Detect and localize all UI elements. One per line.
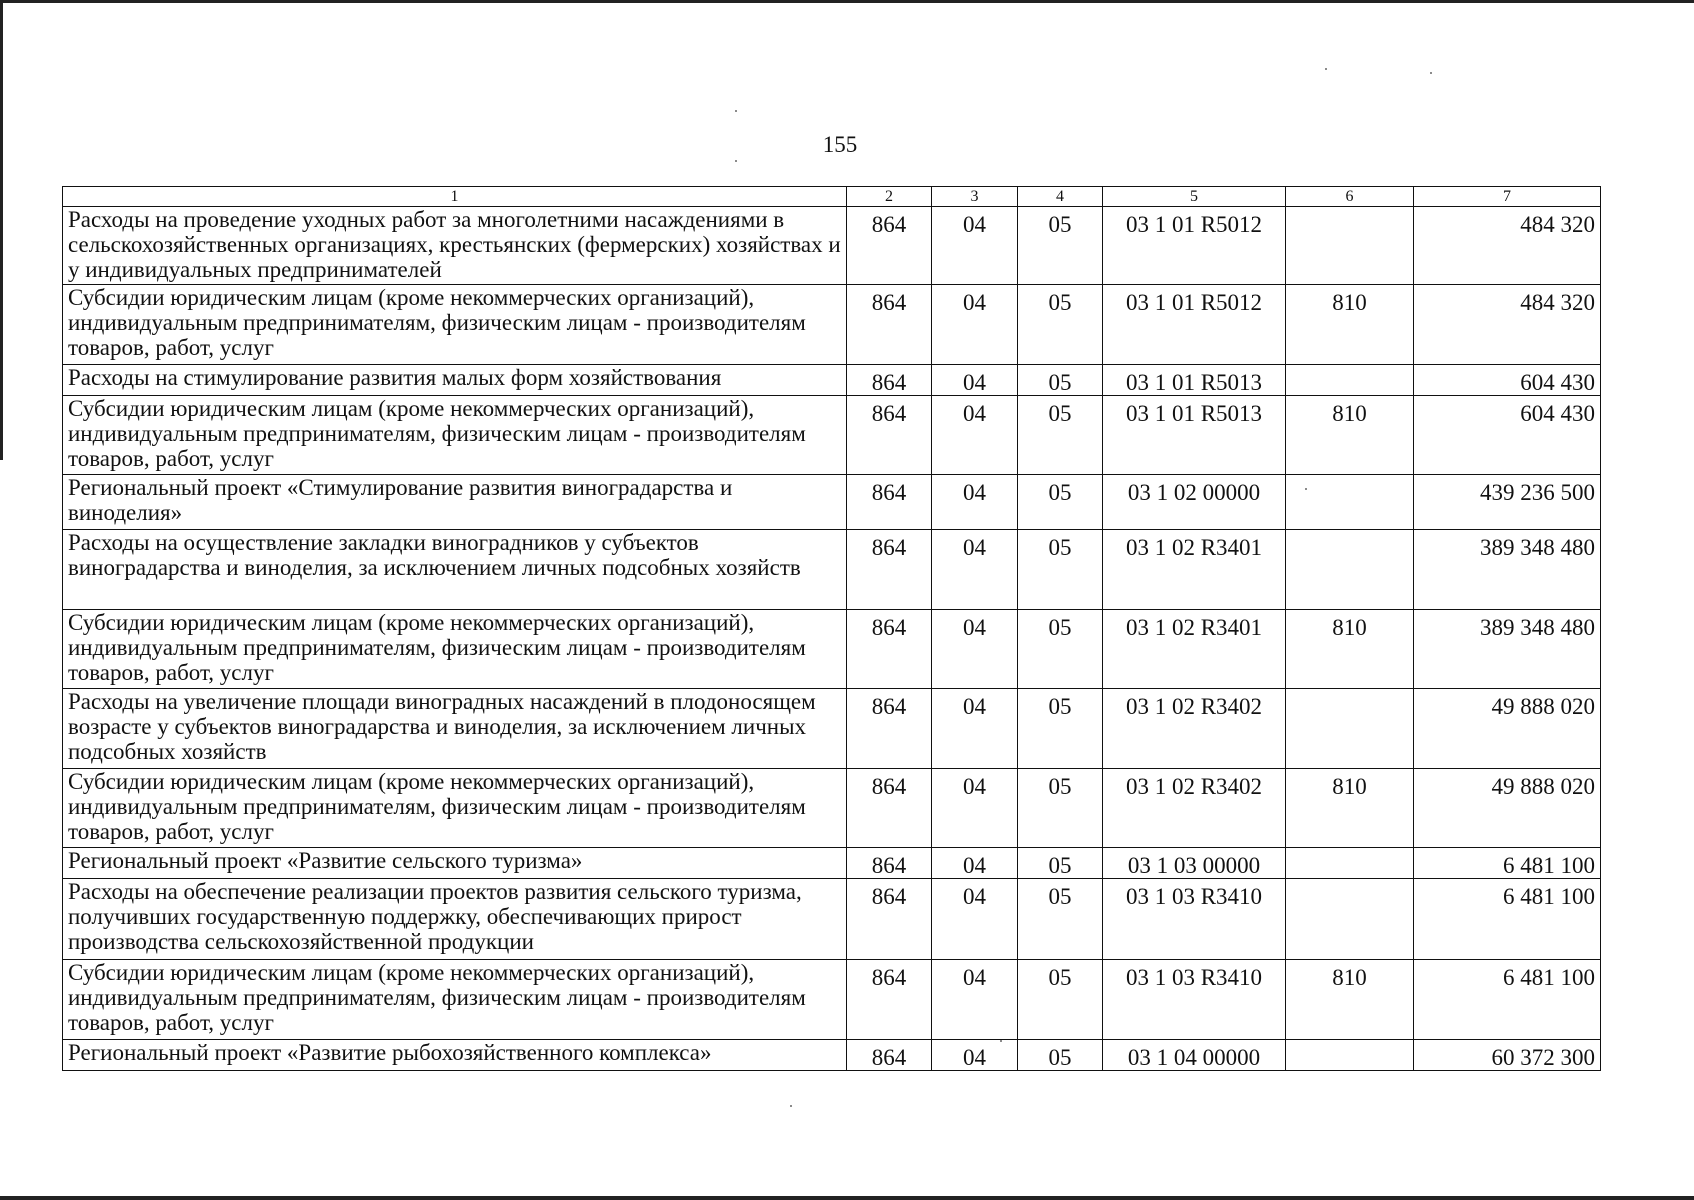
row-code-4-text: 05: [1048, 370, 1072, 395]
table-row: [63, 960, 1601, 1040]
table-row: [63, 530, 1601, 610]
row-code-4-text: 05: [1048, 965, 1072, 990]
row-code-3-text: 04: [963, 290, 986, 315]
row-code-4-text: 05: [1048, 853, 1072, 878]
row-code-3-cell: [932, 396, 1018, 475]
row-name-cell: Расходы на обеспечение реализации проектов развития сельского туризма, получивших государственную поддержку, обеспечивающих прирост производства сельскохозяйственной продукции: [63, 879, 847, 960]
row-code-3-text: 04: [963, 774, 986, 799]
row-amount-text: 439 236 500: [1480, 480, 1595, 505]
column-header-7: 7: [1414, 187, 1601, 207]
row-code-3-text: 04: [963, 884, 986, 909]
row-code-4-cell: [1018, 530, 1103, 610]
row-code-4-cell: [1018, 1040, 1103, 1071]
row-code-5-text: 03 1 02 R3402: [1125, 694, 1263, 719]
row-code-5-cell: [1103, 365, 1286, 396]
row-code-2-cell: [847, 960, 932, 1040]
row-code-6-cell: [1286, 848, 1414, 879]
row-code-4-cell: [1018, 769, 1103, 848]
row-code-5-cell: [1103, 396, 1286, 475]
scan-speck: [790, 1105, 792, 1107]
row-name-cell: Субсидии юридическим лицам (кроме некоммерческих организаций), индивидуальным предпринимателям, физическим лицам - производителям товаров, работ, услуг: [63, 960, 847, 1040]
row-code-4-cell: [1018, 848, 1103, 879]
row-code-5-text: 03 1 04 00000: [1127, 1045, 1261, 1070]
row-code-4-cell: [1018, 285, 1103, 365]
row-amount-text: 389 348 480: [1480, 615, 1595, 640]
row-code-2-text: 864: [871, 694, 907, 719]
row-code-6-text: 810: [1332, 615, 1367, 640]
row-code-4-cell: [1018, 475, 1103, 530]
budget-table: [62, 186, 1601, 1071]
row-code-6-cell: [1286, 879, 1414, 960]
row-amount-cell: [1414, 365, 1601, 396]
column-header-5: 5: [1103, 187, 1286, 207]
row-code-6-cell: [1286, 396, 1414, 475]
row-code-3-cell: [932, 610, 1018, 689]
row-code-5-text: 03 1 03 R3410: [1125, 884, 1263, 909]
table-row: [63, 285, 1601, 365]
row-code-2-text: 864: [871, 853, 907, 878]
row-name-cell: Региональный проект «Развитие рыбохозяйственного комплекса»: [63, 1040, 847, 1071]
row-code-5-text: 03 1 02 R3401: [1125, 535, 1263, 560]
row-amount-cell: [1414, 530, 1601, 610]
row-code-5-cell: [1103, 207, 1286, 285]
row-amount-cell: [1414, 848, 1601, 879]
table-row: [63, 396, 1601, 475]
table-row: [63, 475, 1601, 530]
row-name-cell: Расходы на проведение уходных работ за многолетними насаждениями в сельскохозяйственных организациях, крестьянских (фермерских) хозяйствах и у индивидуальных предпринимателей: [63, 207, 847, 285]
row-amount-text: 49 888 020: [1491, 694, 1595, 719]
row-code-4-text: 05: [1048, 480, 1072, 505]
row-amount-text: 6 481 100: [1503, 853, 1595, 878]
row-code-2-cell: [847, 689, 932, 769]
row-amount-text: 484 320: [1520, 212, 1595, 237]
row-code-2-cell: [847, 396, 932, 475]
row-code-2-text: 864: [871, 480, 907, 505]
row-code-3-cell: [932, 475, 1018, 530]
header-row: [63, 187, 1601, 207]
row-code-2-cell: [847, 530, 932, 610]
row-code-3-cell: [932, 769, 1018, 848]
row-amount-text: 6 481 100: [1503, 965, 1595, 990]
table-row: [63, 848, 1601, 879]
table-row: [63, 207, 1601, 285]
row-code-5-text: 03 1 03 00000: [1127, 853, 1261, 878]
row-code-3-text: 04: [963, 965, 986, 990]
row-code-3-text: 04: [963, 1045, 986, 1070]
column-header-1: 1: [63, 187, 847, 207]
row-code-5-text: 03 1 01 R5013: [1125, 370, 1263, 395]
row-code-6-text: 810: [1332, 965, 1367, 990]
row-code-5-text: 03 1 02 00000: [1127, 480, 1261, 505]
row-code-5-cell: [1103, 689, 1286, 769]
row-code-6-cell: [1286, 475, 1414, 530]
row-amount-text: 49 888 020: [1491, 774, 1595, 799]
row-code-5-text: 03 1 02 R3401: [1125, 615, 1263, 640]
row-code-6-cell: [1286, 365, 1414, 396]
row-amount-cell: [1414, 285, 1601, 365]
row-code-4-cell: [1018, 610, 1103, 689]
row-code-3-text: 04: [963, 370, 986, 395]
row-code-2-text: 864: [871, 774, 907, 799]
row-code-5-cell: [1103, 879, 1286, 960]
row-code-4-text: 05: [1048, 1045, 1072, 1070]
row-code-3-cell: [932, 689, 1018, 769]
column-header-4: 4: [1018, 187, 1103, 207]
row-code-2-text: 864: [871, 290, 907, 315]
row-code-2-cell: [847, 879, 932, 960]
row-code-3-cell: [932, 960, 1018, 1040]
row-code-4-text: 05: [1048, 290, 1072, 315]
row-code-3-cell: [932, 848, 1018, 879]
row-code-6-cell: [1286, 1040, 1414, 1071]
row-code-6-cell: [1286, 610, 1414, 689]
row-code-3-text: 04: [963, 615, 986, 640]
row-code-2-cell: [847, 769, 932, 848]
row-code-4-text: 05: [1048, 884, 1072, 909]
column-header-2: 2: [847, 187, 932, 207]
row-amount-text: 604 430: [1520, 370, 1595, 395]
row-code-6-cell: [1286, 689, 1414, 769]
row-code-5-cell: [1103, 1040, 1286, 1071]
row-amount-cell: [1414, 207, 1601, 285]
row-code-4-cell: [1018, 365, 1103, 396]
row-amount-text: 389 348 480: [1480, 535, 1595, 560]
row-code-5-cell: [1103, 475, 1286, 530]
row-code-3-text: 04: [963, 694, 986, 719]
row-code-2-text: 864: [871, 401, 907, 426]
row-code-2-text: 864: [871, 1045, 907, 1070]
row-amount-cell: [1414, 879, 1601, 960]
table-row: [63, 879, 1601, 960]
row-amount-cell: [1414, 769, 1601, 848]
scan-left-edge: [0, 0, 3, 460]
row-code-2-cell: [847, 1040, 932, 1071]
row-name-cell: Региональный проект «Развитие сельского туризма»: [63, 848, 847, 879]
table-row: [63, 610, 1601, 689]
row-code-6-cell: [1286, 960, 1414, 1040]
row-code-2-text: 864: [871, 884, 907, 909]
row-code-2-text: 864: [871, 615, 907, 640]
row-code-6-text: 810: [1332, 774, 1367, 799]
row-amount-text: 6 481 100: [1503, 884, 1595, 909]
row-code-5-cell: [1103, 285, 1286, 365]
row-code-4-text: 05: [1048, 694, 1072, 719]
row-code-5-cell: [1103, 610, 1286, 689]
row-name-cell: Субсидии юридическим лицам (кроме некоммерческих организаций), индивидуальным предпринимателям, физическим лицам - производителям товаров, работ, услуг: [63, 396, 847, 475]
row-code-2-text: 864: [871, 370, 907, 395]
row-code-5-cell: [1103, 769, 1286, 848]
row-code-5-text: 03 1 01 R5012: [1125, 290, 1263, 315]
row-code-4-text: 05: [1048, 212, 1072, 237]
row-name-cell: Субсидии юридическим лицам (кроме некоммерческих организаций), индивидуальным предпринимателям, физическим лицам - производителям товаров, работ, услуг: [63, 769, 847, 848]
row-code-2-cell: [847, 475, 932, 530]
row-code-2-cell: [847, 610, 932, 689]
scan-speck: [1325, 68, 1327, 70]
row-code-3-cell: [932, 285, 1018, 365]
row-amount-text: 484 320: [1520, 290, 1595, 315]
table-row: [63, 689, 1601, 769]
row-code-3-cell: [932, 879, 1018, 960]
row-code-5-text: 03 1 01 R5013: [1125, 401, 1263, 426]
scan-bottom-edge: [0, 1196, 1694, 1200]
row-code-3-text: 04: [963, 401, 986, 426]
row-code-5-text: 03 1 03 R3410: [1125, 965, 1263, 990]
row-code-2-text: 864: [871, 212, 907, 237]
scan-top-edge: [0, 0, 1694, 3]
row-code-3-cell: [932, 365, 1018, 396]
row-code-4-text: 05: [1048, 774, 1072, 799]
row-code-2-cell: [847, 848, 932, 879]
row-code-3-text: 04: [963, 535, 986, 560]
row-code-6-cell: [1286, 207, 1414, 285]
row-code-5-text: 03 1 02 R3402: [1125, 774, 1263, 799]
row-name-cell: Субсидии юридическим лицам (кроме некоммерческих организаций), индивидуальным предпринимателям, физическим лицам - производителям товаров, работ, услуг: [63, 285, 847, 365]
row-code-2-cell: [847, 207, 932, 285]
row-code-6-cell: [1286, 530, 1414, 610]
row-code-6-cell: [1286, 285, 1414, 365]
row-amount-cell: [1414, 689, 1601, 769]
row-code-5-text: 03 1 01 R5012: [1125, 212, 1263, 237]
row-name-cell: Расходы на осуществление закладки виноградников у субъектов виноградарства и виноделия, за исключением личных подсобных хозяйств: [63, 530, 847, 610]
row-amount-text: 60 372 300: [1491, 1045, 1595, 1070]
table-row: [63, 365, 1601, 396]
row-code-4-text: 05: [1048, 615, 1072, 640]
scan-speck: [735, 110, 737, 112]
scan-speck: [1305, 488, 1307, 490]
row-code-6-cell: [1286, 769, 1414, 848]
row-code-2-cell: [847, 365, 932, 396]
row-code-4-cell: [1018, 960, 1103, 1040]
row-code-3-cell: [932, 207, 1018, 285]
row-code-3-cell: [932, 530, 1018, 610]
table-row: [63, 769, 1601, 848]
row-code-3-text: 04: [963, 480, 986, 505]
column-header-3: 3: [932, 187, 1018, 207]
row-code-2-text: 864: [871, 535, 907, 560]
row-code-4-text: 05: [1048, 401, 1072, 426]
scan-speck: [1430, 72, 1432, 74]
row-code-6-text: 810: [1332, 401, 1367, 426]
row-code-6-text: 810: [1332, 290, 1367, 315]
row-name-cell: Расходы на увеличение площади виноградных насаждений в плодоносящем возрасте у субъектов виноградарства и виноделия, за исключением личных подсобных хозяйств: [63, 689, 847, 769]
row-name-cell: Субсидии юридическим лицам (кроме некоммерческих организаций), индивидуальным предпринимателям, физическим лицам - производителям товаров, работ, услуг: [63, 610, 847, 689]
row-code-2-cell: [847, 285, 932, 365]
row-code-5-cell: [1103, 848, 1286, 879]
row-code-3-text: 04: [963, 853, 986, 878]
row-code-4-cell: [1018, 207, 1103, 285]
row-amount-cell: [1414, 1040, 1601, 1071]
row-code-4-cell: [1018, 689, 1103, 769]
row-code-4-text: 05: [1048, 535, 1072, 560]
row-name-cell: Региональный проект «Стимулирование развития виноградарства и виноделия»: [63, 475, 847, 530]
row-amount-cell: [1414, 610, 1601, 689]
column-header-6: 6: [1286, 187, 1414, 207]
row-code-3-text: 04: [963, 212, 986, 237]
row-code-4-cell: [1018, 396, 1103, 475]
row-code-5-cell: [1103, 960, 1286, 1040]
row-code-2-text: 864: [871, 965, 907, 990]
row-code-3-cell: [932, 1040, 1018, 1071]
row-amount-text: 604 430: [1520, 401, 1595, 426]
scan-speck: [1000, 1040, 1002, 1042]
row-amount-cell: [1414, 475, 1601, 530]
row-code-4-cell: [1018, 879, 1103, 960]
table-row: [63, 1040, 1601, 1071]
row-code-5-cell: [1103, 530, 1286, 610]
table-body: [63, 207, 1601, 1071]
row-name-cell: Расходы на стимулирование развития малых форм хозяйствования: [63, 365, 847, 396]
scan-speck: [735, 160, 737, 162]
row-amount-cell: [1414, 396, 1601, 475]
page-number: 155: [822, 132, 858, 157]
row-amount-cell: [1414, 960, 1601, 1040]
